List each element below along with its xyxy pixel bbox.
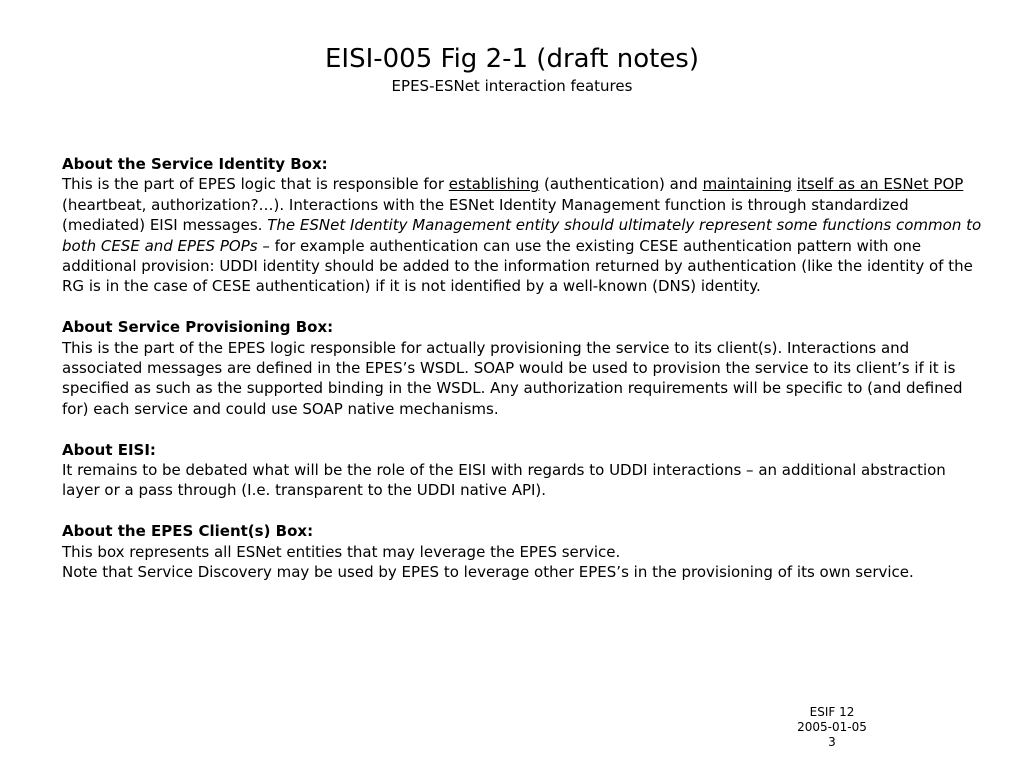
text-span: (heartbeat, authorization?…). Interactions with the ESNet Identity Management function is through standardized (mediated) EISI messages. bbox=[62, 195, 909, 235]
underlined-text: establishing bbox=[448, 175, 540, 194]
section-heading: About Service Provisioning Box: bbox=[62, 318, 334, 337]
content-body bbox=[62, 154, 982, 603]
section-heading: About the Service Identity Box: bbox=[62, 155, 328, 173]
section-service-provisioning bbox=[62, 317, 982, 419]
section-text: Note that Service Discovery may be used by EPES to leverage other EPES’s in the provisioning of its own service. bbox=[62, 563, 914, 582]
section-text: This is the part of the EPES logic responsible for actually provisioning the service to its client(s). Interactions and associated messages are defined in the EPES’s WSDL. SOAP would be used to provision the service to its client’s if it is specified as such as the supported binding in the WSDL. Any authorization requirements will be specific to (and defined for) each service and could use SOAP native mechanisms. bbox=[62, 338, 963, 418]
underlined-text: itself as an ESNet POP bbox=[796, 175, 964, 194]
underlined-text: maintaining bbox=[702, 175, 792, 194]
section-service-identity bbox=[62, 154, 982, 297]
title-block bbox=[0, 42, 1024, 96]
section-text bbox=[62, 174, 982, 296]
page-number: 3 bbox=[828, 735, 836, 749]
text-span: (authentication) and bbox=[539, 175, 703, 194]
page-subtitle: EPES-ESNet interaction features bbox=[391, 77, 633, 95]
footer-event: ESIF 12 bbox=[809, 705, 855, 719]
section-heading: About the EPES Client(s) Box: bbox=[62, 522, 314, 541]
text-span: – for example authentication can use the existing CESE authentication pattern with one additional provision: UDDI identity should be added to the information returned by authentication (like the identity of the RG is in the case of CESE authentication) if it is not identified by a well-known (DNS) identity. bbox=[62, 236, 973, 296]
footer-date: 2005-01-05 bbox=[797, 720, 867, 734]
slide-footer bbox=[772, 705, 892, 750]
section-text: It remains to be debated what will be the role of the EISI with regards to UDDI interactions – an additional abstraction layer or a pass through (I.e. transparent to the UDDI native API). bbox=[62, 461, 946, 500]
section-epes-client bbox=[62, 521, 982, 582]
page-title: EISI-005 Fig 2-1 (draft notes) bbox=[324, 44, 700, 74]
section-eisi bbox=[62, 440, 982, 501]
section-heading: About EISI: bbox=[62, 440, 156, 459]
section-text: This box represents all ESNet entities that may leverage the EPES service. bbox=[62, 542, 621, 561]
text-span: This is the part of EPES logic that is responsible for bbox=[62, 175, 449, 194]
italic-text: The ESNet Identity Management entity should ultimately represent some functions common to both CESE and EPES POPs bbox=[62, 216, 982, 255]
